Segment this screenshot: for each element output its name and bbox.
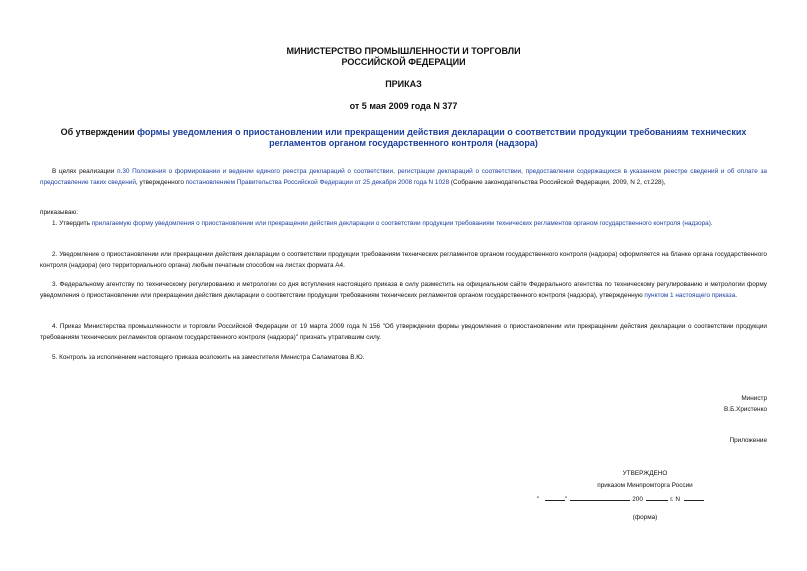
item-1-text: 1. Утвердить <box>52 220 92 227</box>
preamble-link-regulation[interactable]: п.30 Положения о формировании и ведении единого реестра деклараций о соответствии, регистрации деклараций о соответствии, предоставлении содержащихся в указанном реестре сведений и об оплате за предоставление таких сведений <box>40 168 767 186</box>
item-3 <box>40 280 767 301</box>
ministry-name-line1: МИНИСТЕРСТВО ПРОМЫШЛЕННОСТИ И ТОРГОВЛИ <box>286 46 521 56</box>
order-word: приказываю: <box>40 209 78 216</box>
quote-close: " <box>564 496 567 503</box>
preamble-text-1: В целях реализации <box>52 168 118 175</box>
item-1-form-link[interactable]: прилагаемую форму уведомления о приостановлении или прекращении действия декларации о соответствии продукции требованиям технических регламентов органом государственного контроля (надзора) <box>91 220 711 227</box>
preamble-paragraph <box>40 167 767 188</box>
preamble-text-2: , утвержденного <box>135 178 186 186</box>
item-2: 2. Уведомление о приостановлении или прекращении действия декларации о соответствии продукции требованиям технических регламентов органом государственного контроля (надзора) оформляется на бланке органа государственного контроля (надзора) (его территориального органа) любым печатным способом на листах формата А4. <box>40 251 767 269</box>
item-3-text: 3. Федеральному агентству по техническому регулированию и метрологии со дня вступления настоящего приказа в силу разместить на официальном сайте Федерального агентства по техническому регулированию и метрологии форму уведомления о приостановлении или прекращении действия декларации о соответствии продукции требованиям технических регламентов органом государственного контроля (надзора), утвержденную <box>40 281 767 299</box>
preamble-link-decree[interactable]: постановлением Правительства Российской Федерации от 25 декабря 2008 года N 1028 <box>185 178 450 186</box>
item-3-end: . <box>735 291 738 299</box>
quote-open: " <box>537 496 540 503</box>
year-prefix: 200 <box>632 496 643 503</box>
item-3-link[interactable]: пунктом 1 настоящего приказа <box>644 291 736 299</box>
title-prefix: Об утверждении <box>60 127 138 137</box>
item-5: 5. Контроль за исполнением настоящего приказа возложить на заместителя Министра Саламатова В.Ю. <box>52 354 365 361</box>
document-title <box>40 127 767 149</box>
item-1 <box>40 219 767 230</box>
appendix-label: Приложение <box>729 437 767 444</box>
number-label: г. N <box>670 496 680 503</box>
number-blank <box>684 493 704 501</box>
year-blank <box>646 493 668 501</box>
approval-by-order: приказом Минпромторга России <box>597 482 693 489</box>
month-blank <box>570 493 630 501</box>
item-1-end: . <box>710 220 713 227</box>
document-date: от 5 мая 2009 года N 377 <box>349 101 458 111</box>
ministry-name-line2: РОССИЙСКОЙ ФЕДЕРАЦИИ <box>341 57 466 67</box>
signature-position: Министр <box>741 395 767 402</box>
approval-date-line <box>537 493 767 505</box>
day-blank <box>545 493 565 501</box>
item-4: 4. Приказ Министерства промышленности и торговли Российской Федерации от 19 марта 2009 года N 156 "Об утверждении формы уведомления о приостановлении или прекращении действия декларации о соответствии продукции требованиям технических регламентов органом государственного контроля (надзора)" признать утратившим силу. <box>40 323 767 341</box>
signature-name: В.Б.Христенко <box>724 406 767 413</box>
form-label: (форма) <box>632 514 658 521</box>
title-form-link[interactable]: формы уведомления о приостановлении или прекращении действия декларации о соответствии продукции требованиям технических регламентов органом государственного контроля (надзора) <box>137 127 747 148</box>
approval-stamp: УТВЕРЖДЕНО <box>622 470 668 477</box>
preamble-text-3: (Собрание законодательства Российской Федерации, 2009, N 2, ст.228), <box>449 178 666 186</box>
document-type: ПРИКАЗ <box>385 79 422 89</box>
